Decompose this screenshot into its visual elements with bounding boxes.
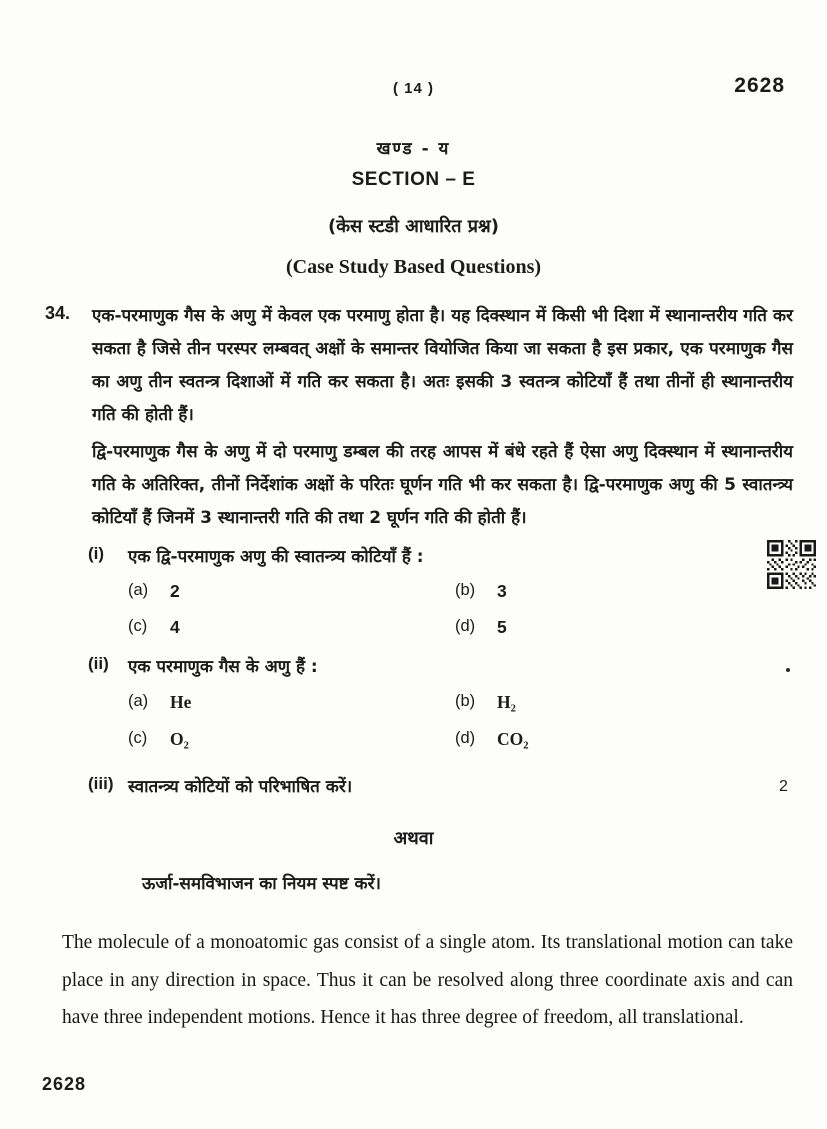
option-ii-b-label: (b)	[455, 692, 476, 710]
marks-value: 2	[779, 778, 788, 795]
option-ii-b-value: H₂	[497, 692, 516, 712]
section-subtitle-hindi: (केस स्टडी आधारित प्रश्न)	[328, 216, 499, 237]
or-question-text: ऊर्जा-समविभाजन का नियम स्पष्ट करें।	[142, 874, 381, 894]
ink-speck	[786, 668, 790, 672]
option-i-d-label: (d)	[455, 617, 476, 635]
option-i-a-value: 2	[170, 581, 180, 601]
option-ii-a-label: (a)	[128, 692, 149, 710]
paper-code-top: 2628	[734, 74, 785, 97]
option-i-d-value: 5	[497, 617, 507, 637]
section-subtitle-english: (Case Study Based Questions)	[285, 256, 542, 278]
option-ii-c-value: O₂	[170, 729, 189, 749]
option-i-b-label: (b)	[455, 581, 476, 599]
sub-question-i-number: (i)	[88, 544, 105, 563]
sub-question-ii-number: (ii)	[88, 654, 109, 673]
question-intro-paragraph-2: द्वि-परमाणुक गैस के अणु में दो परमाणु डम्बल की तरह आपस में बंधे रहते हैं ऐसा अणु दिक्स्थान में स्थानान्तरीय गति के अतिरिक्त, तीनों निर्देशांक अक्षों के परितः घूर्णन गति भी कर सकता है। द्वि-परमाणुक अणु की 5 स्वातन्त्र्य कोटियाँ हैं जिनमें 3 स्थानान्तरी गति की तथा 2 घूर्णन गति की होती हैं।	[92, 442, 793, 528]
page-number: ( 14 )	[392, 80, 434, 97]
option-i-c-value: 4	[170, 617, 180, 637]
option-i-b-value: 3	[497, 581, 507, 601]
qr-code-icon	[767, 540, 816, 589]
sub-question-iii-number: (iii)	[88, 774, 114, 793]
english-translation-paragraph: The molecule of a monoatomic gas consist of a single atom. Its translational motion can take place in any direction in space. Thus it can be resolved along three coordinate axis and can have three independent motions. Hence it has three degree of freedom, all translational.	[62, 932, 793, 1028]
or-separator-label: अथवा	[393, 828, 434, 849]
section-heading-english: SECTION – E	[351, 169, 476, 190]
sub-question-iii-text: स्वातन्त्र्य कोटियों को परिभाषित करें।	[128, 777, 353, 797]
question-intro-paragraph-1: एक-परमाणुक गैस के अणु में केवल एक परमाणु होता है। यह दिक्स्थान में किसी भी दिशा में स्थानान्तरीय गति कर सकता है जिसे तीन परस्पर लम्बवत् अक्षों के समान्तर वियोजित किया जा सकता है इस प्रकार, एक परमाणुक गैस का अणु तीन स्वतन्त्र दिशाओं में गति कर सकता है। अतः इसकी 3 स्वतन्त्र कोटियाँ हैं तथा तीनों ही स्थानान्तरीय गति की होती हैं।	[92, 306, 793, 425]
sub-question-ii-text: एक परमाणुक गैस के अणु हैं :	[128, 657, 318, 677]
section-heading-hindi: खण्ड - य	[376, 139, 451, 159]
option-i-a-label: (a)	[128, 581, 149, 599]
paper-code-bottom: 2628	[42, 1074, 87, 1094]
sub-question-i-text: एक द्वि-परमाणुक अणु की स्वातन्त्र्य कोटियाँ हैं :	[128, 547, 424, 567]
question-number: 34.	[45, 303, 71, 323]
option-ii-c-label: (c)	[128, 729, 148, 747]
option-ii-d-label: (d)	[455, 729, 476, 747]
option-ii-d-value: CO₂	[497, 729, 529, 749]
option-ii-a-value: He	[170, 692, 192, 712]
option-i-c-label: (c)	[128, 617, 148, 635]
